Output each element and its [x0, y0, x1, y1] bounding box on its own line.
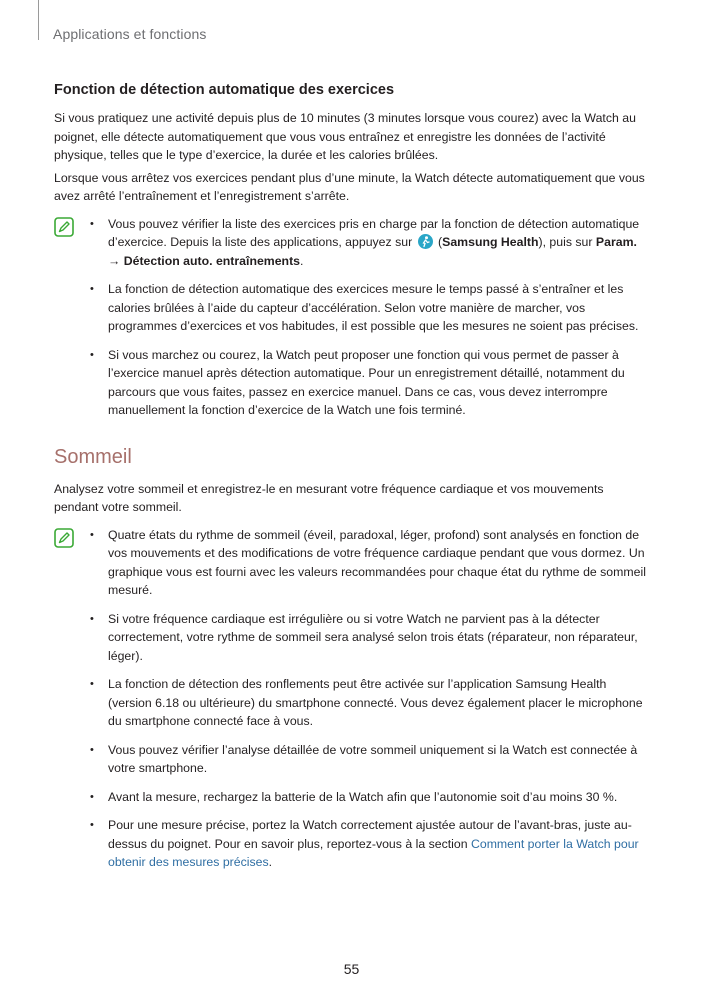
- running-header: Applications et fonctions: [53, 26, 207, 42]
- auto-detect-note-list: [90, 215, 648, 420]
- page-margin-rule: [38, 0, 39, 40]
- auto-detect-notes: [54, 215, 648, 420]
- sleep-note-5: • Avant la mesure, rechargez la batterie de la Watch afin que l’autonomie soit d’au moins 30 %.: [90, 788, 648, 807]
- auto-detect-paragraph-2: Lorsque vous arrêtez vos exercices pendant plus d’une minute, la Watch détecte automatiquement que vous avez arrêté l’entraînement et l’enregistrement s’arrête.: [54, 170, 645, 203]
- note-text: .: [268, 855, 273, 869]
- auto-detect-heading: Fonction de détection automatique des exercices: [54, 82, 395, 98]
- note-pencil-icon: [54, 528, 74, 548]
- sleep-note-2: • Si votre fréquence cardiaque est irrégulière ou si votre Watch ne parvient pas à la détecter correctement, votre rythme de sommeil sera analysé selon trois états (réparateur, non réparateur, léger).: [90, 610, 648, 666]
- arrow: →: [108, 253, 121, 268]
- sleep-note-6: [90, 816, 648, 872]
- samsung-health-icon: [418, 234, 433, 249]
- note-text: .: [300, 253, 304, 268]
- note-text: (: [438, 235, 443, 249]
- sleep-note-4: • Vous pouvez vérifier l’analyse détaillée de votre sommeil uniquement si la Watch est connectée à votre smartphone.: [90, 741, 648, 778]
- page-content: [54, 82, 648, 882]
- sleep-note-1: • Quatre états du rythme de sommeil (éveil, paradoxal, léger, profond) sont analysés en fonction de vos mouvements et des modifications de votre fréquence cardiaque pendant que vous dormez. Un graphique vous est fourni avec les valeurs recommandées pour chaque état du rythme de sommeil mesuré.: [90, 526, 648, 600]
- param-label: Param.: [595, 235, 637, 249]
- page-number: 55: [343, 961, 360, 977]
- wear-watch-link[interactable]: Comment porter la Watch pour obtenir des mesures précises: [108, 836, 639, 869]
- detection-auto-label: Détection auto. entraînements: [123, 253, 301, 268]
- note-text: ), puis sur: [538, 235, 593, 249]
- note-text: Pour une mesure précise, portez la Watch correctement ajustée autour de l’avant-bras, juste au-dessus du poignet. Pour en savoir plus, reportez-vous à la section: [108, 818, 632, 851]
- samsung-health-label: Samsung Health: [442, 235, 539, 249]
- sleep-paragraph: Analysez votre sommeil et enregistrez-le en mesurant votre fréquence cardiaque et vos mouvements pendant votre sommeil.: [54, 481, 604, 514]
- auto-detect-note-1: [90, 215, 648, 271]
- note-text: Vous pouvez vérifier la liste des exercices pris en charge par la fonction de détection automatique d’exercice. Depuis la liste des applications, appuyez sur: [108, 216, 640, 249]
- auto-detect-note-2: • La fonction de détection automatique des exercices mesure le temps passé à s’entraîner et les calories brûlées à l’aide du capteur d’accélération. Selon votre manière de marcher, vos programmes d’exercices et vos habitudes, il est possible que les mesures ne soient pas précises.: [90, 280, 648, 336]
- sleep-heading: Sommeil: [54, 445, 132, 468]
- sleep-note-list: [90, 526, 648, 872]
- auto-detect-note-3: • Si vous marchez ou courez, la Watch peut proposer une fonction qui vous permet de passer à l’exercice manuel après détection automatique. Pour un enregistrement détaillé, notamment du parcours que vous faites, passez en exercice manuel. Dans ce cas, vous devez interrompre manuellement la fonction d’exercice de la Watch une fois terminé.: [90, 346, 648, 420]
- auto-detect-paragraph-1: Si vous pratiquez une activité depuis plus de 10 minutes (3 minutes lorsque vous courez) avec la Watch au poignet, elle détecte automatiquement que vous vous entraînez et enregistre les données de l’activité physique, telles que le type d’exercice, la durée et les calories brûlées.: [54, 111, 636, 162]
- note-pencil-icon: [54, 217, 74, 237]
- sleep-note-3: • La fonction de détection des ronflements peut être activée sur l’application Samsung Health (version 6.18 ou ultérieure) du smartphone connecté. Vous devez également placer le microphone du smartphone connecté face à vous.: [90, 675, 648, 731]
- sleep-notes: [54, 526, 648, 872]
